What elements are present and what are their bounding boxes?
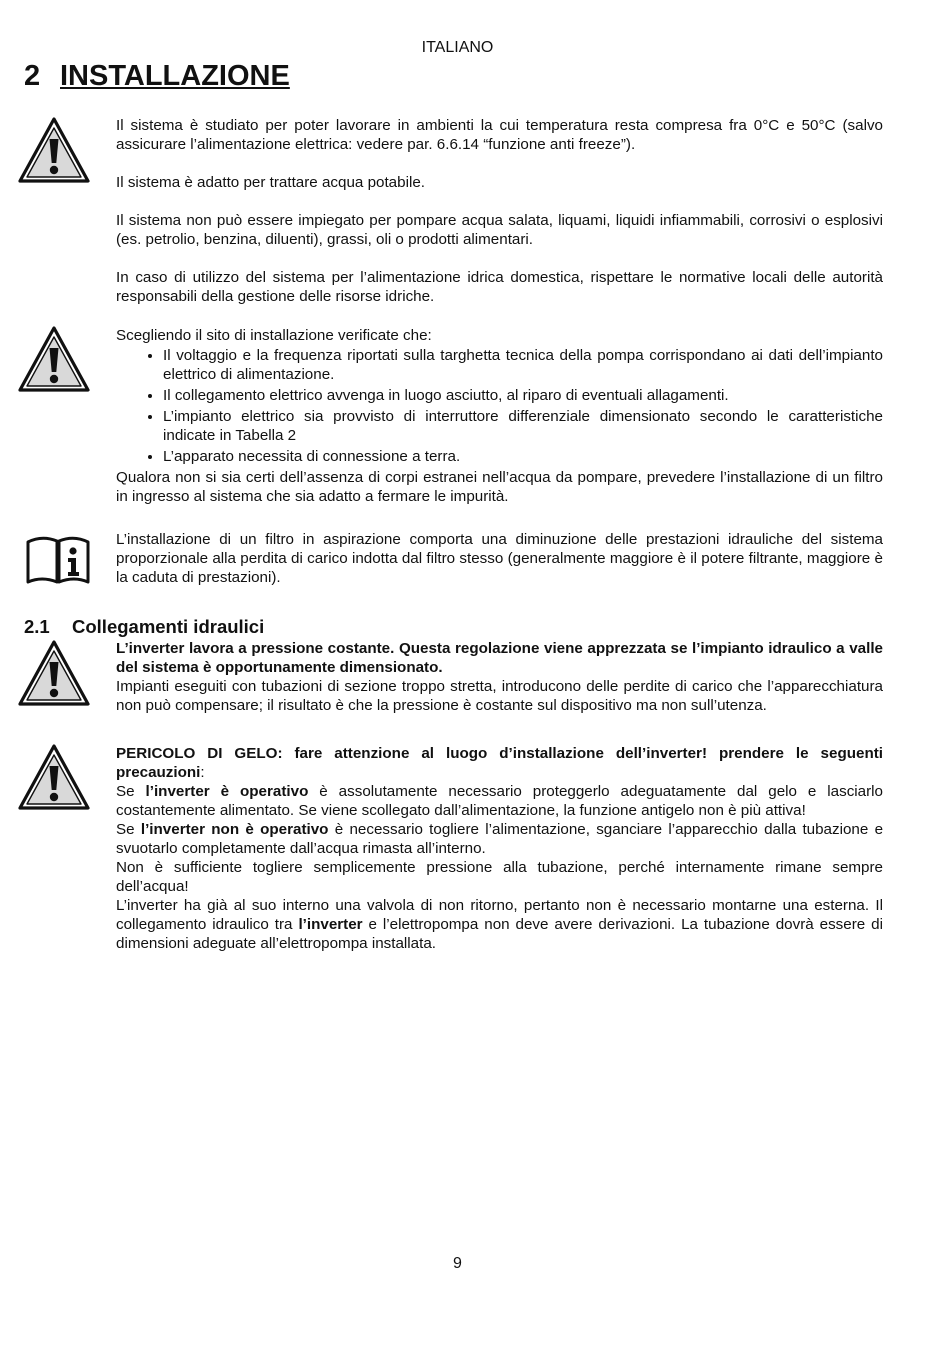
list-item: • Il voltaggio e la frequenza riportati sulla targhetta tecnica della pompa corrispondano ai dati dell’impianto elettrico di alimentazione. [163, 346, 883, 384]
hydraulic-bold-paragraph: L’inverter lavora a pressione costante. Questa regolazione viene apprezzata se l’impianto idraulico a valle del sistema è opportunamente dimensionato. [116, 640, 883, 676]
frost-block [116, 744, 883, 953]
warning-icon [18, 326, 90, 393]
frost-title-bold: PERICOLO DI GELO: fare attenzione al luogo d’installazione dell’inverter! prendere le seguenti precauzioni [116, 745, 883, 781]
site-lead: Scegliendo il sito di installazione verificate che: [116, 327, 432, 344]
section-title: INSTALLAZIONE [60, 60, 290, 92]
frost-title [116, 744, 883, 782]
intro-paragraph-temperature: Il sistema è studiato per poter lavorare in ambienti la cui temperatura resta compresa fra 0°C e 50°C (salvo assicurare l’alimentazione elettrica: vedere par. 6.6.14 “funzione anti freeze”). [116, 117, 883, 153]
subsection-number: 2.1 [24, 616, 50, 637]
frost-valve-paragraph [116, 896, 883, 953]
text-run-bold: l’inverter non è operativo [140, 821, 329, 838]
site-block [116, 326, 883, 506]
section-heading [24, 60, 290, 93]
intro-block [116, 116, 883, 306]
frost-operative-paragraph [116, 782, 883, 820]
text-run-bold: l’inverter [298, 916, 363, 933]
warning-icon [18, 744, 90, 811]
list-item: • L’apparato necessita di connessione a terra. [163, 447, 883, 466]
info-block [116, 530, 883, 587]
text-run: è assolutamente necessario proteggerlo adeguatamente dal gelo e lasciarlo costantemente alimentato. Se viene scollegato dall’alimentazione, la funzione antigelo non è più attiva! [116, 783, 883, 819]
text-run-bold: l’inverter è operativo [145, 783, 309, 800]
intro-paragraph-restrictions: Il sistema non può essere impiegato per pompare acqua salata, liquami, liquidi infiammabili, corrosivi o esplosivi (es. petrolio, benzina, diluenti), grassi, oli o prodotti alimentari. [116, 212, 883, 248]
intro-paragraph-regulations: In caso di utilizzo del sistema per l’alimentazione idrica domestica, rispettare le normative locali delle autorità responsabili della gestione delle risorse idriche. [116, 269, 883, 305]
text-run: e l’elettropompa non deve avere derivazioni. La tubazione dovrà essere di dimensioni adeguate all’elettropompa installata. [116, 916, 883, 952]
list-item: • Il collegamento elettrico avvenga in luogo asciutto, al riparo di eventuali allagamenti. [163, 386, 883, 405]
hydraulic-paragraph: Impianti eseguiti con tubazioni di sezione troppo stretta, introducono delle perdite di carico che l’apparecchiatura non può compensare; il risultato è che la pressione è costante sul dispositivo ma non sull’utenza. [116, 678, 883, 714]
frost-title-colon: : [200, 764, 205, 781]
text-run: Se [116, 821, 141, 838]
hydraulic-block [116, 639, 883, 715]
site-checklist [116, 346, 883, 466]
page-number: 9 [453, 1255, 462, 1272]
intro-paragraph-potable: Il sistema è adatto per trattare acqua potabile. [116, 174, 425, 191]
manual-info-icon [25, 534, 91, 586]
subsection-title: Collegamenti idraulici [72, 616, 265, 637]
text-run: è necessario togliere l’alimentazione, sganciare l’apparecchio dalla tubazione e svuotarlo completamente dall’acqua rimasta all’interno. [116, 821, 884, 857]
section-number: 2 [24, 60, 41, 92]
warning-icon [18, 640, 90, 707]
info-paragraph: L’installazione di un filtro in aspirazione comporta una diminuzione delle prestazioni idrauliche del sistema proporzionale alla perdita di carico indotta dal filtro stesso (generalmente maggiore è il potere filtrante, maggiore è la caduta di prestazioni). [116, 531, 883, 586]
page-language-header: ITALIANO [421, 39, 494, 56]
text-run: Se [116, 783, 146, 800]
subsection-heading [24, 616, 264, 638]
list-item: • L’impianto elettrico sia provvisto di interruttore differenziale dimensionato secondo le caratteristiche indicate in Tabella 2 [163, 407, 883, 445]
frost-pressure-paragraph: Non è sufficiente togliere semplicemente pressione alla tubazione, perché internamente rimane sempre dell’acqua! [116, 859, 883, 895]
warning-icon [18, 117, 90, 184]
frost-not-operative-paragraph [116, 820, 883, 858]
site-filter-note: Qualora non si sia certi dell’assenza di corpi estranei nell’acqua da pompare, prevedere l’installazione di un filtro in ingresso al sistema che sia adatto a fermare le impurità. [116, 469, 883, 505]
text-run: L’inverter ha già al suo interno una valvola di non ritorno, pertanto non è necessario montarne una esterna. Il collegamento idraulico tra [116, 897, 883, 933]
